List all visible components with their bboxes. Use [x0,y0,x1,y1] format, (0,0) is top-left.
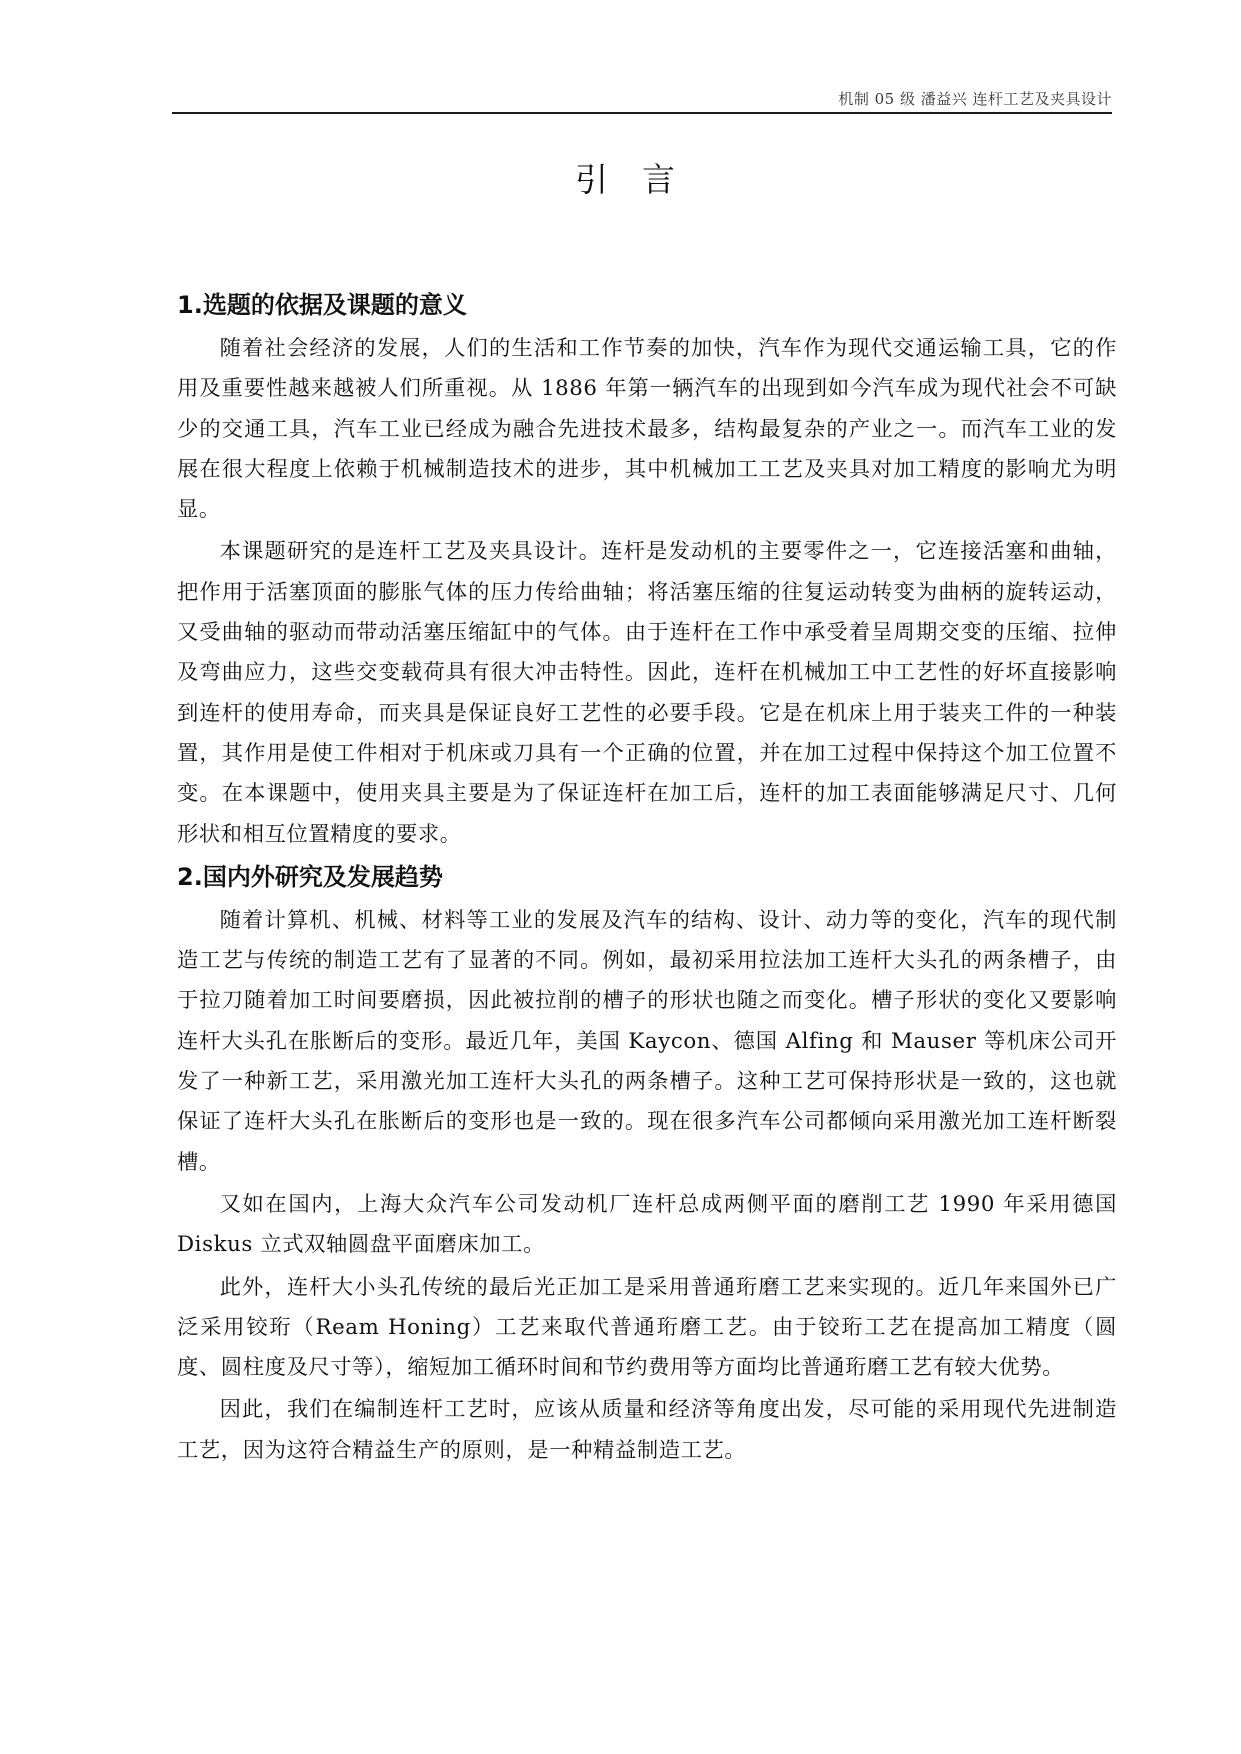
page-header [172,86,1112,114]
paragraph: 随着社会经济的发展，人们的生活和工作节奏的加快，汽车作为现代交通运输工具，它的作用及重要性越来越被人们所重视。从 1886 年第一辆汽车的出现到如今汽车成为现代社会不可缺少的交通工具，汽车工业已经成为融合先进技术最多，结构最复杂的产业之一。而汽车工业的发展在很大程度上依赖于机械制造技术的进步，其中机械加工工艺及夹具对加工精度的影响尤为明显。 [177,336,1117,523]
paragraph: 随着计算机、机械、材料等工业的发展及汽车的结构、设计、动力等的变化，汽车的现代制造工艺与传统的制造工艺有了显著的不同。例如，最初采用拉法加工连杆大头孔的两条槽子，由于拉刀随着加工时间要磨损，因此被拉削的槽子的形状也随之而变化。槽子形状的变化又要影响连杆大头孔在胀断后的变形。最近几年，美国 Kaycon、德国 Alfing 和 Mauser 等机床公司开发了一种新工艺，采用激光加工连杆大头孔的两条槽子。这种工艺可保持形状是一致的，这也就保证了连杆大头孔在胀断后的变形也是一致的。现在很多汽车公司都倾向采用激光加工连杆断裂槽。 [177,907,1117,1175]
page-title: 引言 [575,160,709,199]
header-text: 机制 05 级 潘益兴 连杆工艺及夹具设计 [838,90,1112,108]
paragraph: 此外，连杆大小头孔传统的最后光正加工是采用普通珩磨工艺来实现的。近几年来国外已广泛采用铰珩（Ream Honing）工艺来取代普通珩磨工艺。由于铰珩工艺在提高加工精度（圆度、圆柱度及尺寸等），缩短加工循环时间和节约费用等方面均比普通珩磨工艺有较大优势。 [177,1274,1117,1381]
paragraph: 本课题研究的是连杆工艺及夹具设计。连杆是发动机的主要零件之一，它连接活塞和曲轴，把作用于活塞顶面的膨胀气体的压力传给曲轴；将活塞压缩的往复运动转变为曲柄的旋转运动，又受曲轴的驱动而带动活塞压缩缸中的气体。由于连杆在工作中承受着呈周期交变的压缩、拉伸及弯曲应力，这些交变载荷具有很大冲击特性。因此，连杆在机械加工中工艺性的好坏直接影响到连杆的使用寿命，而夹具是保证良好工艺性的必要手段。它是在机床上用于装夹工件的一种装置，其作用是使工件相对于机床或刀具有一个正确的位置，并在加工过程中保持这个加工位置不变。在本课题中，使用夹具主要是为了保证连杆在加工后，连杆的加工表面能够满足尺寸、几何形状和相互位置精度的要求。 [177,539,1117,847]
section-heading-1: 1.选题的依据及课题的意义 [177,291,467,319]
document-body [177,285,1117,1473]
section-heading-2: 2.国内外研究及发展趋势 [177,862,443,891]
paragraph: 又如在国内，上海大众汽车公司发动机厂连杆总成两侧平面的磨削工艺 1990 年采用德国 Diskus 立式双轴圆盘平面磨床加工。 [177,1191,1117,1258]
paragraph: 因此，我们在编制连杆工艺时，应该从质量和经济等角度出发，尽可能的采用现代先进制造工艺，因为这符合精益生产的原则，是一种精益制造工艺。 [177,1397,1117,1463]
